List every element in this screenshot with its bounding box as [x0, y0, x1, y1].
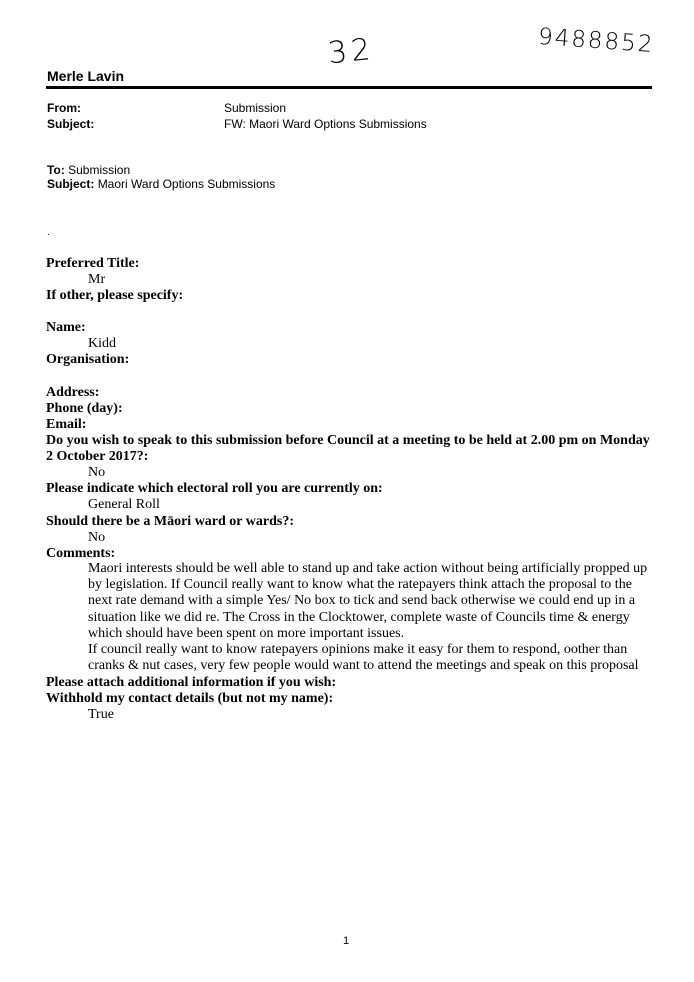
handwritten-reference-number: 9488852	[537, 23, 656, 59]
from-value: Submission	[224, 101, 287, 115]
stray-dot: .	[47, 227, 50, 238]
from-label: From:	[47, 101, 81, 115]
subject2-value: Maori Ward Options Submissions	[97, 177, 276, 191]
other-specify-label: If other, please specify:	[46, 288, 184, 303]
ward-label: Should there be a Māori ward or wards?:	[46, 514, 294, 529]
to-label: To:	[47, 163, 65, 177]
comments-label: Comments:	[46, 546, 116, 561]
to-line	[47, 163, 130, 177]
phone-label: Phone (day):	[46, 401, 123, 416]
subject2-line	[47, 177, 275, 191]
subject-label: Subject:	[47, 117, 95, 131]
speak-value: No	[88, 465, 106, 480]
sender-name: Merle Lavin	[47, 68, 125, 84]
address-label: Address:	[46, 385, 100, 400]
roll-value: General Roll	[88, 497, 160, 512]
subject-value: FW: Maori Ward Options Submissions	[224, 117, 427, 131]
withhold-value: True	[88, 707, 114, 722]
speak-question-line2: 2 October 2017?:	[46, 449, 149, 464]
ward-value: No	[88, 530, 106, 545]
roll-label: Please indicate which electoral roll you are currently on:	[46, 481, 383, 496]
attach-label: Please attach additional information if you wish:	[46, 675, 337, 690]
page-number: 1	[343, 935, 350, 947]
to-value: Submission	[68, 163, 131, 177]
header-rule	[46, 86, 652, 89]
subject2-label: Subject:	[47, 177, 95, 191]
speak-question-line1: Do you wish to speak to this submission before Council at a meeting to be held at 2.00 pm on Monday	[46, 433, 650, 448]
name-value: Kidd	[88, 336, 116, 351]
comments-paragraph-2: If council really want to know ratepayers opinions make it easy for them to respond, oother than cranks & nut cases, very few people would want to attend the meetings and speak on this proposal	[88, 642, 639, 674]
withhold-label: Withhold my contact details (but not my name):	[46, 691, 334, 706]
name-label: Name:	[46, 320, 86, 335]
comments-paragraph-1: Maori interests should be well able to stand up and take action without being artificially propped up by legislation. If Council really want to know what the ratepayers think attach the proposal to the next rate demand with a simple Yes/ No box to tick and send back otherwise we could end up in a situation like we did re. The Cross in the Clocktower, complete waste of Councils time & energy which should have been spent on more important issues.	[88, 561, 648, 641]
handwritten-submission-number: 32	[326, 31, 376, 72]
preferred-title-label: Preferred Title:	[46, 256, 140, 271]
organisation-label: Organisation:	[46, 352, 130, 367]
preferred-title-value: Mr	[88, 272, 106, 287]
email-label: Email:	[46, 417, 87, 432]
